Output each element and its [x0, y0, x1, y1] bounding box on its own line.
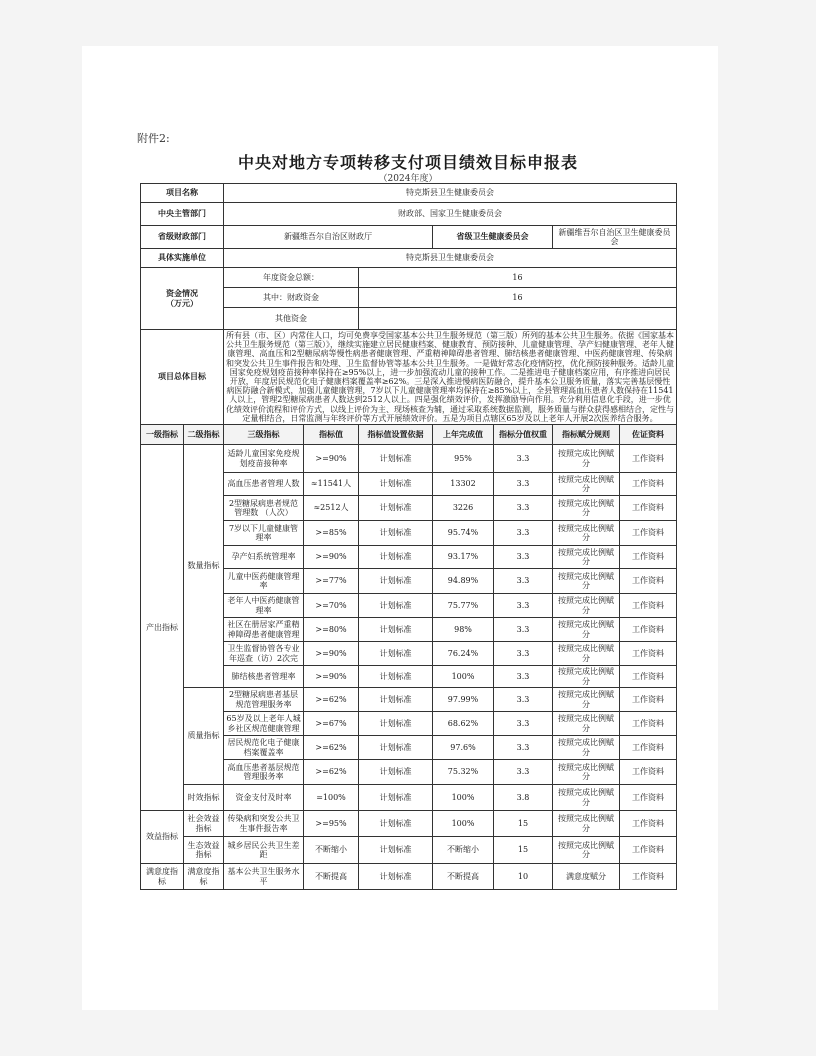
table-row — [141, 837, 677, 864]
indicator-rule: 按照完成比例赋分 — [553, 569, 620, 594]
level2-social: 社会效益指标 — [184, 811, 224, 837]
indicator-weight: 3.3 — [494, 712, 553, 736]
impl-unit-value: 特克斯县卫生健康委员会 — [224, 249, 677, 268]
indicator-name: 肺结核患者管理率 — [224, 666, 304, 688]
indicator-value: >=80% — [304, 618, 359, 642]
indicator-prev: 76.24% — [433, 642, 494, 666]
indicator-evidence: 工作资料 — [620, 736, 677, 760]
central-dept-value: 财政部、国家卫生健康委员会 — [224, 203, 677, 226]
indicator-weight: 15 — [494, 811, 553, 837]
indicator-prev: 93.17% — [433, 546, 494, 569]
indicator-basis: 计划标准 — [359, 496, 433, 521]
indicator-weight: 3.3 — [494, 594, 553, 618]
indicator-rule: 按照完成比例赋分 — [553, 736, 620, 760]
indicator-prev: 100% — [433, 811, 494, 837]
indicator-rule: 按照完成比例赋分 — [553, 688, 620, 712]
document-year: （2024年度） — [378, 174, 438, 184]
table-row — [141, 445, 677, 473]
header-value: 指标值 — [304, 425, 359, 445]
indicator-value: >=90% — [304, 546, 359, 569]
indicator-prev: 不断缩小 — [433, 837, 494, 864]
central-dept-row — [141, 203, 677, 226]
performance-table — [140, 183, 677, 890]
funds-total-row — [141, 268, 677, 288]
indicator-evidence: 工作资料 — [620, 521, 677, 546]
indicator-rule: 按照完成比例赋分 — [553, 666, 620, 688]
indicator-weight: 3.3 — [494, 546, 553, 569]
table-row — [141, 811, 677, 837]
project-name-label: 项目名称 — [141, 184, 224, 203]
header-evidence: 佐证资料 — [620, 425, 677, 445]
indicator-prev: 98% — [433, 618, 494, 642]
indicator-value: >=70% — [304, 594, 359, 618]
indicator-prev: 100% — [433, 785, 494, 811]
impl-unit-row — [141, 249, 677, 268]
indicator-prev: 95.74% — [433, 521, 494, 546]
indicator-basis: 计划标准 — [359, 736, 433, 760]
indicator-basis: 计划标准 — [359, 785, 433, 811]
indicator-name: 7岁以下儿童健康管理率 — [224, 521, 304, 546]
indicator-evidence: 工作资料 — [620, 569, 677, 594]
summary-text: 所有县（市、区）内常住人口，均可免费享受国家基本公共卫生服务规范（第三版）所列的基本公共卫生服务。依据《国家基本公共卫生服务规范（第三版）》，继续实施建立居民健康档案、健康教育、预防接种、儿童健康管理、孕产妇健康管理、老年人健康管理、高血压和2型糖尿病等慢性病患者健康管理、严重精神障碍患者管理、肺结核患者健康管理、中医药健康管理、传染病和突发公共卫生事件报告和处理、卫生监督协管等基本公共卫生服务。一是做好常态化疫情防控，优化预防接种服务。适龄儿童国家免疫规划疫苗接种率保持在≥95%以上，进一步加强流动儿童的接种工作。二是推进电子健康档案应用，有序推进向居民开放，年度居民规范化电子健康档案覆盖率≥62%。三是深入推进慢病医防融合，提升基本公卫服务质量，落实完善基层慢性病医防融合新模式，加强儿童健康管理，7岁以下儿童健康管理率均保持在≥85%以上，全县管理高血压患者人数保持在11541人以上，管理2型糖尿病患者人数达到2512人以上。四是强化绩效评价，发挥激励导向作用。充分利用信息化手段，进一步优化绩效评价流程和评价方式，以线上评价为主、现场核查为辅，通过采取系统数据监测，服务质量与群众获得感相结合，定性与定量相结合，日常监测与年终评价等方式开展绩效评价。五是为项目点辖区65岁及以上老年人开展2次医养结合服务。 — [224, 330, 677, 425]
header-weight: 指标分值权重 — [494, 425, 553, 445]
indicator-evidence: 工作资料 — [620, 496, 677, 521]
indicator-weight: 3.3 — [494, 736, 553, 760]
indicator-weight: 3.3 — [494, 688, 553, 712]
indicator-prev: 68.62% — [433, 712, 494, 736]
indicator-value: >=90% — [304, 445, 359, 473]
indicator-value: >=62% — [304, 760, 359, 785]
indicator-name: 城乡居民公共卫生差距 — [224, 837, 304, 864]
level2-timeliness: 时效指标 — [184, 785, 224, 811]
indicator-rule: 满意度赋分 — [553, 864, 620, 890]
indicator-prev: 3226 — [433, 496, 494, 521]
indicator-basis: 计划标准 — [359, 618, 433, 642]
level1-benefit: 效益指标 — [141, 811, 184, 864]
project-name-value: 特克斯县卫生健康委员会 — [224, 184, 677, 203]
indicator-weight: 15 — [494, 837, 553, 864]
indicator-weight: 3.3 — [494, 521, 553, 546]
project-name-row — [141, 184, 677, 203]
indicator-weight: 3.3 — [494, 569, 553, 594]
header-prev: 上年完成值 — [433, 425, 494, 445]
indicator-name: 资金支付及时率 — [224, 785, 304, 811]
indicator-name: 适龄儿童国家免疫规划疫苗接种率 — [224, 445, 304, 473]
central-funds-value: 16 — [359, 288, 677, 308]
indicator-rule: 按照完成比例赋分 — [553, 445, 620, 473]
indicator-weight: 3.3 — [494, 445, 553, 473]
indicator-value: 不断缩小 — [304, 837, 359, 864]
indicator-evidence: 工作资料 — [620, 445, 677, 473]
indicator-name: 老年人中医药健康管理率 — [224, 594, 304, 618]
indicator-value: >=85% — [304, 521, 359, 546]
indicator-basis: 计划标准 — [359, 666, 433, 688]
indicator-value: >=95% — [304, 811, 359, 837]
indicator-weight: 3.3 — [494, 496, 553, 521]
indicator-name: 居民规范化电子健康档案覆盖率 — [224, 736, 304, 760]
prov-finance-label: 省级财政部门 — [141, 226, 224, 249]
prov-health-label: 省级卫生健康委员会 — [433, 226, 553, 249]
attachment-label: 附件2: — [137, 132, 170, 145]
level2-ecological: 生态效益指标 — [184, 837, 224, 864]
indicator-basis: 计划标准 — [359, 688, 433, 712]
indicator-weight: 3.8 — [494, 785, 553, 811]
indicator-evidence: 工作资料 — [620, 546, 677, 569]
provincial-row — [141, 226, 677, 249]
indicator-evidence: 工作资料 — [620, 688, 677, 712]
indicator-basis: 计划标准 — [359, 642, 433, 666]
indicator-basis: 计划标准 — [359, 569, 433, 594]
indicator-prev: 94.89% — [433, 569, 494, 594]
indicator-evidence: 工作资料 — [620, 760, 677, 785]
indicator-value: ≈11541人 — [304, 473, 359, 496]
annual-total-value: 16 — [359, 268, 677, 288]
indicator-rule: 按照完成比例赋分 — [553, 642, 620, 666]
indicator-evidence: 工作资料 — [620, 642, 677, 666]
indicator-name: 2型糖尿病患者规范管理数 （人次） — [224, 496, 304, 521]
indicator-weight: 3.3 — [494, 760, 553, 785]
summary-label: 项目总体目标 — [141, 330, 224, 425]
indicator-name: 卫生监督协管各专业年巡查（访）2次完 — [224, 642, 304, 666]
indicator-evidence: 工作资料 — [620, 785, 677, 811]
indicator-weight: 3.3 — [494, 666, 553, 688]
indicator-rule: 按照完成比例赋分 — [553, 473, 620, 496]
indicator-prev: 75.77% — [433, 594, 494, 618]
indicator-evidence: 工作资料 — [620, 666, 677, 688]
indicator-rule: 按照完成比例赋分 — [553, 618, 620, 642]
indicator-value: >=90% — [304, 642, 359, 666]
prov-health-value: 新疆维吾尔自治区卫生健康委员会 — [553, 226, 677, 249]
indicator-weight: 3.3 — [494, 618, 553, 642]
impl-unit-label: 具体实施单位 — [141, 249, 224, 268]
other-funds-label: 其他资金 — [224, 308, 359, 330]
indicator-evidence: 工作资料 — [620, 712, 677, 736]
indicator-prev: 97.99% — [433, 688, 494, 712]
indicator-prev: 75.32% — [433, 760, 494, 785]
indicator-basis: 计划标准 — [359, 445, 433, 473]
indicator-value: >=67% — [304, 712, 359, 736]
header-rule: 指标赋分规则 — [553, 425, 620, 445]
header-level1: 一级指标 — [141, 425, 184, 445]
indicator-basis: 计划标准 — [359, 521, 433, 546]
indicator-weight: 10 — [494, 864, 553, 890]
level2-satisfaction: 满意度指标 — [184, 864, 224, 890]
summary-row — [141, 330, 677, 425]
level1-satisfaction: 满意度指标 — [141, 864, 184, 890]
indicator-name: 儿童中医药健康管理率 — [224, 569, 304, 594]
indicator-prev: 95% — [433, 445, 494, 473]
indicator-prev: 13302 — [433, 473, 494, 496]
indicator-value: >=62% — [304, 688, 359, 712]
indicator-header-row — [141, 425, 677, 445]
indicator-weight: 3.3 — [494, 473, 553, 496]
indicator-name: 传染病和突发公共卫生事件报告率 — [224, 811, 304, 837]
indicator-prev: 不断提高 — [433, 864, 494, 890]
indicator-rule: 按照完成比例赋分 — [553, 594, 620, 618]
central-funds-label: 其中：财政资金 — [224, 288, 359, 308]
indicator-value: >=62% — [304, 736, 359, 760]
indicator-rule: 按照完成比例赋分 — [553, 546, 620, 569]
table-row — [141, 864, 677, 890]
indicator-evidence: 工作资料 — [620, 837, 677, 864]
indicator-basis: 计划标准 — [359, 837, 433, 864]
indicator-rule: 按照完成比例赋分 — [553, 712, 620, 736]
indicator-prev: 97.6% — [433, 736, 494, 760]
indicator-evidence: 工作资料 — [620, 864, 677, 890]
header-level2: 二级指标 — [184, 425, 224, 445]
indicator-name: 社区在册居家严重精神障碍患者健康管理 — [224, 618, 304, 642]
central-dept-label: 中央主管部门 — [141, 203, 224, 226]
indicator-basis: 计划标准 — [359, 811, 433, 837]
indicator-rule: 按照完成比例赋分 — [553, 837, 620, 864]
indicator-evidence: 工作资料 — [620, 473, 677, 496]
indicator-basis: 计划标准 — [359, 546, 433, 569]
level1-output: 产出指标 — [141, 445, 184, 811]
indicator-name: 2型糖尿病患者基层规范管理服务率 — [224, 688, 304, 712]
prov-finance-value: 新疆维吾尔自治区财政厅 — [224, 226, 433, 249]
indicator-value: 不断提高 — [304, 864, 359, 890]
indicator-rule: 按照完成比例赋分 — [553, 521, 620, 546]
indicator-name: 高血压患者基层规范管理服务率 — [224, 760, 304, 785]
document-title: 中央对地方专项转移支付项目绩效目标申报表 — [237, 153, 578, 172]
header-basis: 指标值设置依据 — [359, 425, 433, 445]
indicator-name: 65岁及以上老年人城乡社区规范健康管理 — [224, 712, 304, 736]
indicator-name: 孕产妇系统管理率 — [224, 546, 304, 569]
indicator-basis: 计划标准 — [359, 594, 433, 618]
indicator-prev: 100% — [433, 666, 494, 688]
indicator-name: 基本公共卫生服务水平 — [224, 864, 304, 890]
indicator-value: ≈2512人 — [304, 496, 359, 521]
indicator-basis: 计划标准 — [359, 864, 433, 890]
indicator-basis: 计划标准 — [359, 712, 433, 736]
indicator-value: >=77% — [304, 569, 359, 594]
indicator-rule: 按照完成比例赋分 — [553, 785, 620, 811]
funds-label: 资金情况 （万元） — [141, 268, 224, 330]
indicator-rule: 按照完成比例赋分 — [553, 496, 620, 521]
indicator-name: 高血压患者管理人数 — [224, 473, 304, 496]
table-row — [141, 785, 677, 811]
level2-quality: 质量指标 — [184, 688, 224, 785]
indicator-evidence: 工作资料 — [620, 811, 677, 837]
annual-total-label: 年度资金总额： — [224, 268, 359, 288]
header-level3: 三级指标 — [224, 425, 304, 445]
indicator-weight: 3.3 — [494, 642, 553, 666]
indicator-basis: 计划标准 — [359, 760, 433, 785]
indicator-value: =100% — [304, 785, 359, 811]
indicator-basis: 计划标准 — [359, 473, 433, 496]
table-row — [141, 688, 677, 712]
indicator-evidence: 工作资料 — [620, 594, 677, 618]
level2-quantity: 数量指标 — [184, 445, 224, 688]
indicator-value: >=90% — [304, 666, 359, 688]
indicator-rule: 按照完成比例赋分 — [553, 760, 620, 785]
indicator-evidence: 工作资料 — [620, 618, 677, 642]
indicator-rule: 按照完成比例赋分 — [553, 811, 620, 837]
other-funds-value — [359, 308, 677, 330]
